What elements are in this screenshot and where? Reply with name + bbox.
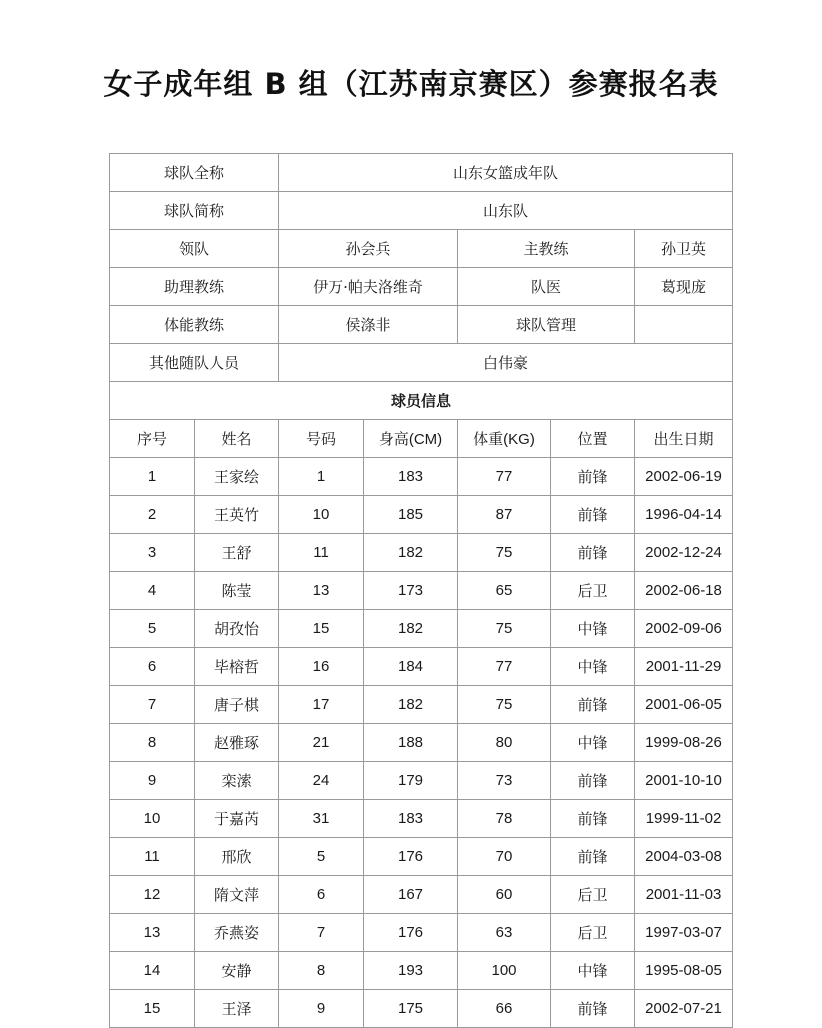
team-full-name-value: 山东女篮成年队 (279, 154, 733, 192)
player-weight: 80 (458, 724, 551, 762)
column-header: 姓名 (195, 420, 279, 458)
table-row (110, 534, 733, 572)
team-full-name-row (110, 154, 733, 192)
player-name: 毕榕哲 (195, 648, 279, 686)
players-section-row (110, 382, 733, 420)
fitness-coach-row (110, 306, 733, 344)
page-title: 女子成年组 B 组（江苏南京赛区）参赛报名表 (103, 67, 719, 101)
table-row (110, 686, 733, 724)
player-weight: 66 (458, 990, 551, 1028)
player-position: 后卫 (551, 572, 635, 610)
player-name: 隋文萍 (195, 876, 279, 914)
column-header: 号码 (279, 420, 364, 458)
other-staff-value: 白伟豪 (279, 344, 733, 382)
player-position: 中锋 (551, 724, 635, 762)
player-index: 7 (110, 686, 195, 724)
player-birth-date: 1996-04-14 (635, 496, 733, 534)
player-index: 1 (110, 458, 195, 496)
head-coach-label: 主教练 (458, 230, 635, 268)
player-position: 中锋 (551, 648, 635, 686)
player-birth-date: 2002-09-06 (635, 610, 733, 648)
player-weight: 60 (458, 876, 551, 914)
column-header: 位置 (551, 420, 635, 458)
leader-value: 孙会兵 (279, 230, 458, 268)
player-number: 1 (279, 458, 364, 496)
assistant-coach-row (110, 268, 733, 306)
player-birth-date: 1995-08-05 (635, 952, 733, 990)
table-row (110, 458, 733, 496)
player-weight: 78 (458, 800, 551, 838)
player-height: 183 (364, 800, 458, 838)
table-row (110, 648, 733, 686)
player-weight: 75 (458, 534, 551, 572)
player-weight: 75 (458, 610, 551, 648)
player-height: 176 (364, 914, 458, 952)
table-row (110, 572, 733, 610)
player-birth-date: 2002-06-19 (635, 458, 733, 496)
player-height: 176 (364, 838, 458, 876)
player-number: 21 (279, 724, 364, 762)
player-index: 5 (110, 610, 195, 648)
player-index: 11 (110, 838, 195, 876)
other-staff-row (110, 344, 733, 382)
team-short-name-label: 球队简称 (110, 192, 279, 230)
player-index: 8 (110, 724, 195, 762)
player-name: 于嘉芮 (195, 800, 279, 838)
table-row (110, 990, 733, 1028)
player-weight: 75 (458, 686, 551, 724)
player-index: 14 (110, 952, 195, 990)
player-number: 15 (279, 610, 364, 648)
column-header: 身高(CM) (364, 420, 458, 458)
player-birth-date: 1997-03-07 (635, 914, 733, 952)
player-number: 16 (279, 648, 364, 686)
player-number: 24 (279, 762, 364, 800)
column-header: 出生日期 (635, 420, 733, 458)
table-row (110, 876, 733, 914)
player-birth-date: 2004-03-08 (635, 838, 733, 876)
players-section-title: 球员信息 (110, 382, 733, 420)
player-weight: 63 (458, 914, 551, 952)
player-height: 183 (364, 458, 458, 496)
player-weight: 77 (458, 648, 551, 686)
manager-label: 球队管理 (458, 306, 635, 344)
player-name: 邢欣 (195, 838, 279, 876)
player-name: 安静 (195, 952, 279, 990)
doctor-label: 队医 (458, 268, 635, 306)
assistant-coach-label: 助理教练 (110, 268, 279, 306)
player-birth-date: 1999-08-26 (635, 724, 733, 762)
player-birth-date: 2001-06-05 (635, 686, 733, 724)
player-index: 2 (110, 496, 195, 534)
player-height: 182 (364, 534, 458, 572)
player-name: 王泽 (195, 990, 279, 1028)
player-height: 175 (364, 990, 458, 1028)
player-position: 前锋 (551, 800, 635, 838)
table-row (110, 610, 733, 648)
player-index: 13 (110, 914, 195, 952)
player-birth-date: 2001-11-29 (635, 648, 733, 686)
table-row (110, 838, 733, 876)
team-full-name-label: 球队全称 (110, 154, 279, 192)
player-weight: 87 (458, 496, 551, 534)
player-index: 10 (110, 800, 195, 838)
player-number: 9 (279, 990, 364, 1028)
player-index: 15 (110, 990, 195, 1028)
player-weight: 73 (458, 762, 551, 800)
table-row (110, 914, 733, 952)
player-position: 后卫 (551, 914, 635, 952)
column-header: 体重(KG) (458, 420, 551, 458)
table-row (110, 800, 733, 838)
fitness-coach-value: 侯涤非 (279, 306, 458, 344)
player-number: 5 (279, 838, 364, 876)
fitness-coach-label: 体能教练 (110, 306, 279, 344)
leader-row (110, 230, 733, 268)
player-position: 中锋 (551, 610, 635, 648)
player-name: 陈莹 (195, 572, 279, 610)
player-index: 12 (110, 876, 195, 914)
player-number: 31 (279, 800, 364, 838)
head-coach-value: 孙卫英 (635, 230, 733, 268)
player-number: 7 (279, 914, 364, 952)
player-index: 9 (110, 762, 195, 800)
player-birth-date: 2001-11-03 (635, 876, 733, 914)
player-weight: 77 (458, 458, 551, 496)
registration-table (109, 153, 733, 1028)
team-short-name-value: 山东队 (279, 192, 733, 230)
player-position: 前锋 (551, 990, 635, 1028)
player-height: 185 (364, 496, 458, 534)
assistant-coach-value: 伊万·帕夫洛维奇 (279, 268, 458, 306)
player-height: 173 (364, 572, 458, 610)
table-row (110, 724, 733, 762)
player-number: 13 (279, 572, 364, 610)
player-weight: 100 (458, 952, 551, 990)
player-number: 6 (279, 876, 364, 914)
players-header-row (110, 420, 733, 458)
player-index: 3 (110, 534, 195, 572)
player-name: 胡孜怡 (195, 610, 279, 648)
player-position: 前锋 (551, 458, 635, 496)
player-name: 唐子棋 (195, 686, 279, 724)
player-number: 11 (279, 534, 364, 572)
player-weight: 65 (458, 572, 551, 610)
player-height: 193 (364, 952, 458, 990)
table-row (110, 762, 733, 800)
team-short-name-row (110, 192, 733, 230)
player-index: 4 (110, 572, 195, 610)
doctor-value: 葛现庞 (635, 268, 733, 306)
player-name: 王家绘 (195, 458, 279, 496)
other-staff-label: 其他随队人员 (110, 344, 279, 382)
player-height: 167 (364, 876, 458, 914)
player-height: 184 (364, 648, 458, 686)
player-position: 前锋 (551, 838, 635, 876)
player-name: 乔燕姿 (195, 914, 279, 952)
player-position: 中锋 (551, 952, 635, 990)
player-birth-date: 2002-12-24 (635, 534, 733, 572)
player-index: 6 (110, 648, 195, 686)
player-height: 182 (364, 686, 458, 724)
leader-label: 领队 (110, 230, 279, 268)
player-height: 182 (364, 610, 458, 648)
column-header: 序号 (110, 420, 195, 458)
manager-value (635, 306, 733, 344)
player-height: 179 (364, 762, 458, 800)
player-position: 前锋 (551, 762, 635, 800)
player-name: 赵雅琢 (195, 724, 279, 762)
player-position: 前锋 (551, 496, 635, 534)
player-name: 栾溹 (195, 762, 279, 800)
player-name: 王英竹 (195, 496, 279, 534)
player-number: 8 (279, 952, 364, 990)
player-weight: 70 (458, 838, 551, 876)
player-birth-date: 1999-11-02 (635, 800, 733, 838)
player-position: 前锋 (551, 686, 635, 724)
player-birth-date: 2001-10-10 (635, 762, 733, 800)
player-height: 188 (364, 724, 458, 762)
player-birth-date: 2002-07-21 (635, 990, 733, 1028)
player-number: 17 (279, 686, 364, 724)
player-position: 后卫 (551, 876, 635, 914)
player-number: 10 (279, 496, 364, 534)
player-name: 王舒 (195, 534, 279, 572)
player-birth-date: 2002-06-18 (635, 572, 733, 610)
table-row (110, 952, 733, 990)
player-position: 前锋 (551, 534, 635, 572)
table-row (110, 496, 733, 534)
